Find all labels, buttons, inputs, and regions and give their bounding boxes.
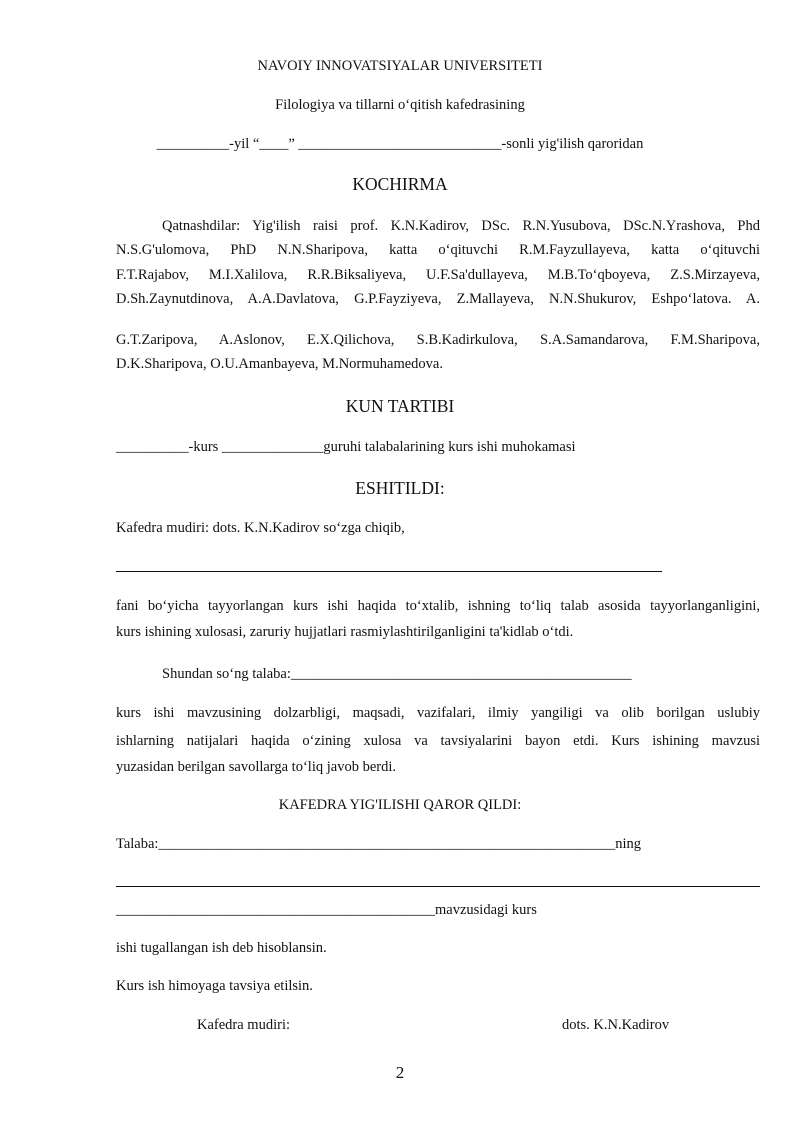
department-name: Filologiya va tillarni oʻqitish kafedrasining <box>275 97 525 113</box>
paragraph-1-line-1: fani boʻyicha tayyorlangan kurs ishi haqida toʻxtalib, ishning toʻliq talab asosida tayyorlanganligini, <box>116 598 760 614</box>
topic-line: ____________________________________________mavzusidagi kurs <box>116 902 537 918</box>
signature-name: dots. K.N.Kadirov <box>562 1017 670 1033</box>
participants-line-3: F.T.Rajabov, M.I.Xalilova, R.R.Biksaliyeva, U.F.Sa'dullayeva, M.B.Toʻqboyeva, Z.S.Mirzayeva, <box>116 267 760 283</box>
participants-line-2: N.S.G'ulomova, PhD N.N.Sharipova, katta oʻqituvchi R.M.Fayzullayeva, katta oʻqituvchi <box>116 242 760 258</box>
decision-student-line: Talaba:_______________________________________________________________ning <box>116 836 641 852</box>
agenda-heading: KUN TARTIBI <box>345 396 455 416</box>
agenda-item: __________-kurs ______________guruhi talabalarining kurs ishi muhokamasi <box>116 439 576 455</box>
participants-line-6: D.K.Sharipova, O.U.Amanbayeva, M.Normuhamedova. <box>116 356 443 372</box>
blank-line <box>116 571 662 572</box>
decision-line-2: Kurs ish himoyaga tavsiya etilsin. <box>116 978 313 994</box>
decision-heading: KAFEDRA YIG'ILISHI QAROR QILDI: <box>278 797 522 813</box>
page-number: 2 <box>395 1063 405 1082</box>
university-name: NAVOIY INNOVATSIYALAR UNIVERSITETI <box>257 58 543 74</box>
paragraph-1-line-2: kurs ishining xulosasi, zaruriy hujjatlari rasmiylashtirilganligini ta'kidlab oʻtdi. <box>116 624 574 640</box>
participants-line-4: D.Sh.Zaynutdinova, A.A.Davlatova, G.P.Fayziyeva, Z.Mallayeva, N.N.Shukurov, Eshpoʻlatova. A. <box>116 291 760 307</box>
blank-line <box>116 886 760 887</box>
document-title: KOCHIRMA <box>352 174 448 194</box>
paragraph-2-line-1: kurs ishi mavzusining dolzarbligi, maqsadi, vazifalari, ilmiy yangiligi va olib borilgan uslubiy <box>116 705 760 721</box>
heard-heading: ESHITILDI: <box>355 478 445 498</box>
student-line: Shundan soʻng talaba:_______________________________________________ <box>162 666 632 682</box>
meeting-line: __________-yil “____” ____________________________-sonli yig'ilish qaroridan <box>156 136 644 152</box>
paragraph-2-line-2: ishlarning natijalari haqida oʻzining xulosa va tavsiyalarini bayon etdi. Kurs ishining mavzusi <box>116 733 760 749</box>
decision-line-1: ishi tugallangan ish deb hisoblansin. <box>116 940 327 956</box>
participants-line-5: G.T.Zaripova, A.Aslonov, E.X.Qilichova, S.B.Kadirkulova, S.A.Samandarova, F.M.Sharipova, <box>116 332 760 348</box>
participants-line-1: Qatnashdilar: Yig'ilish raisi prof. K.N.Kadirov, DSc. R.N.Yusubova, DSc.N.Yrashova, Phd <box>162 218 760 234</box>
paragraph-2-line-3: yuzasidan berilgan savollarga toʻliq javob berdi. <box>116 759 396 775</box>
signature-title: Kafedra mudiri: <box>197 1017 291 1033</box>
speaker-line: Kafedra mudiri: dots. K.N.Kadirov soʻzga chiqib, <box>116 520 405 536</box>
